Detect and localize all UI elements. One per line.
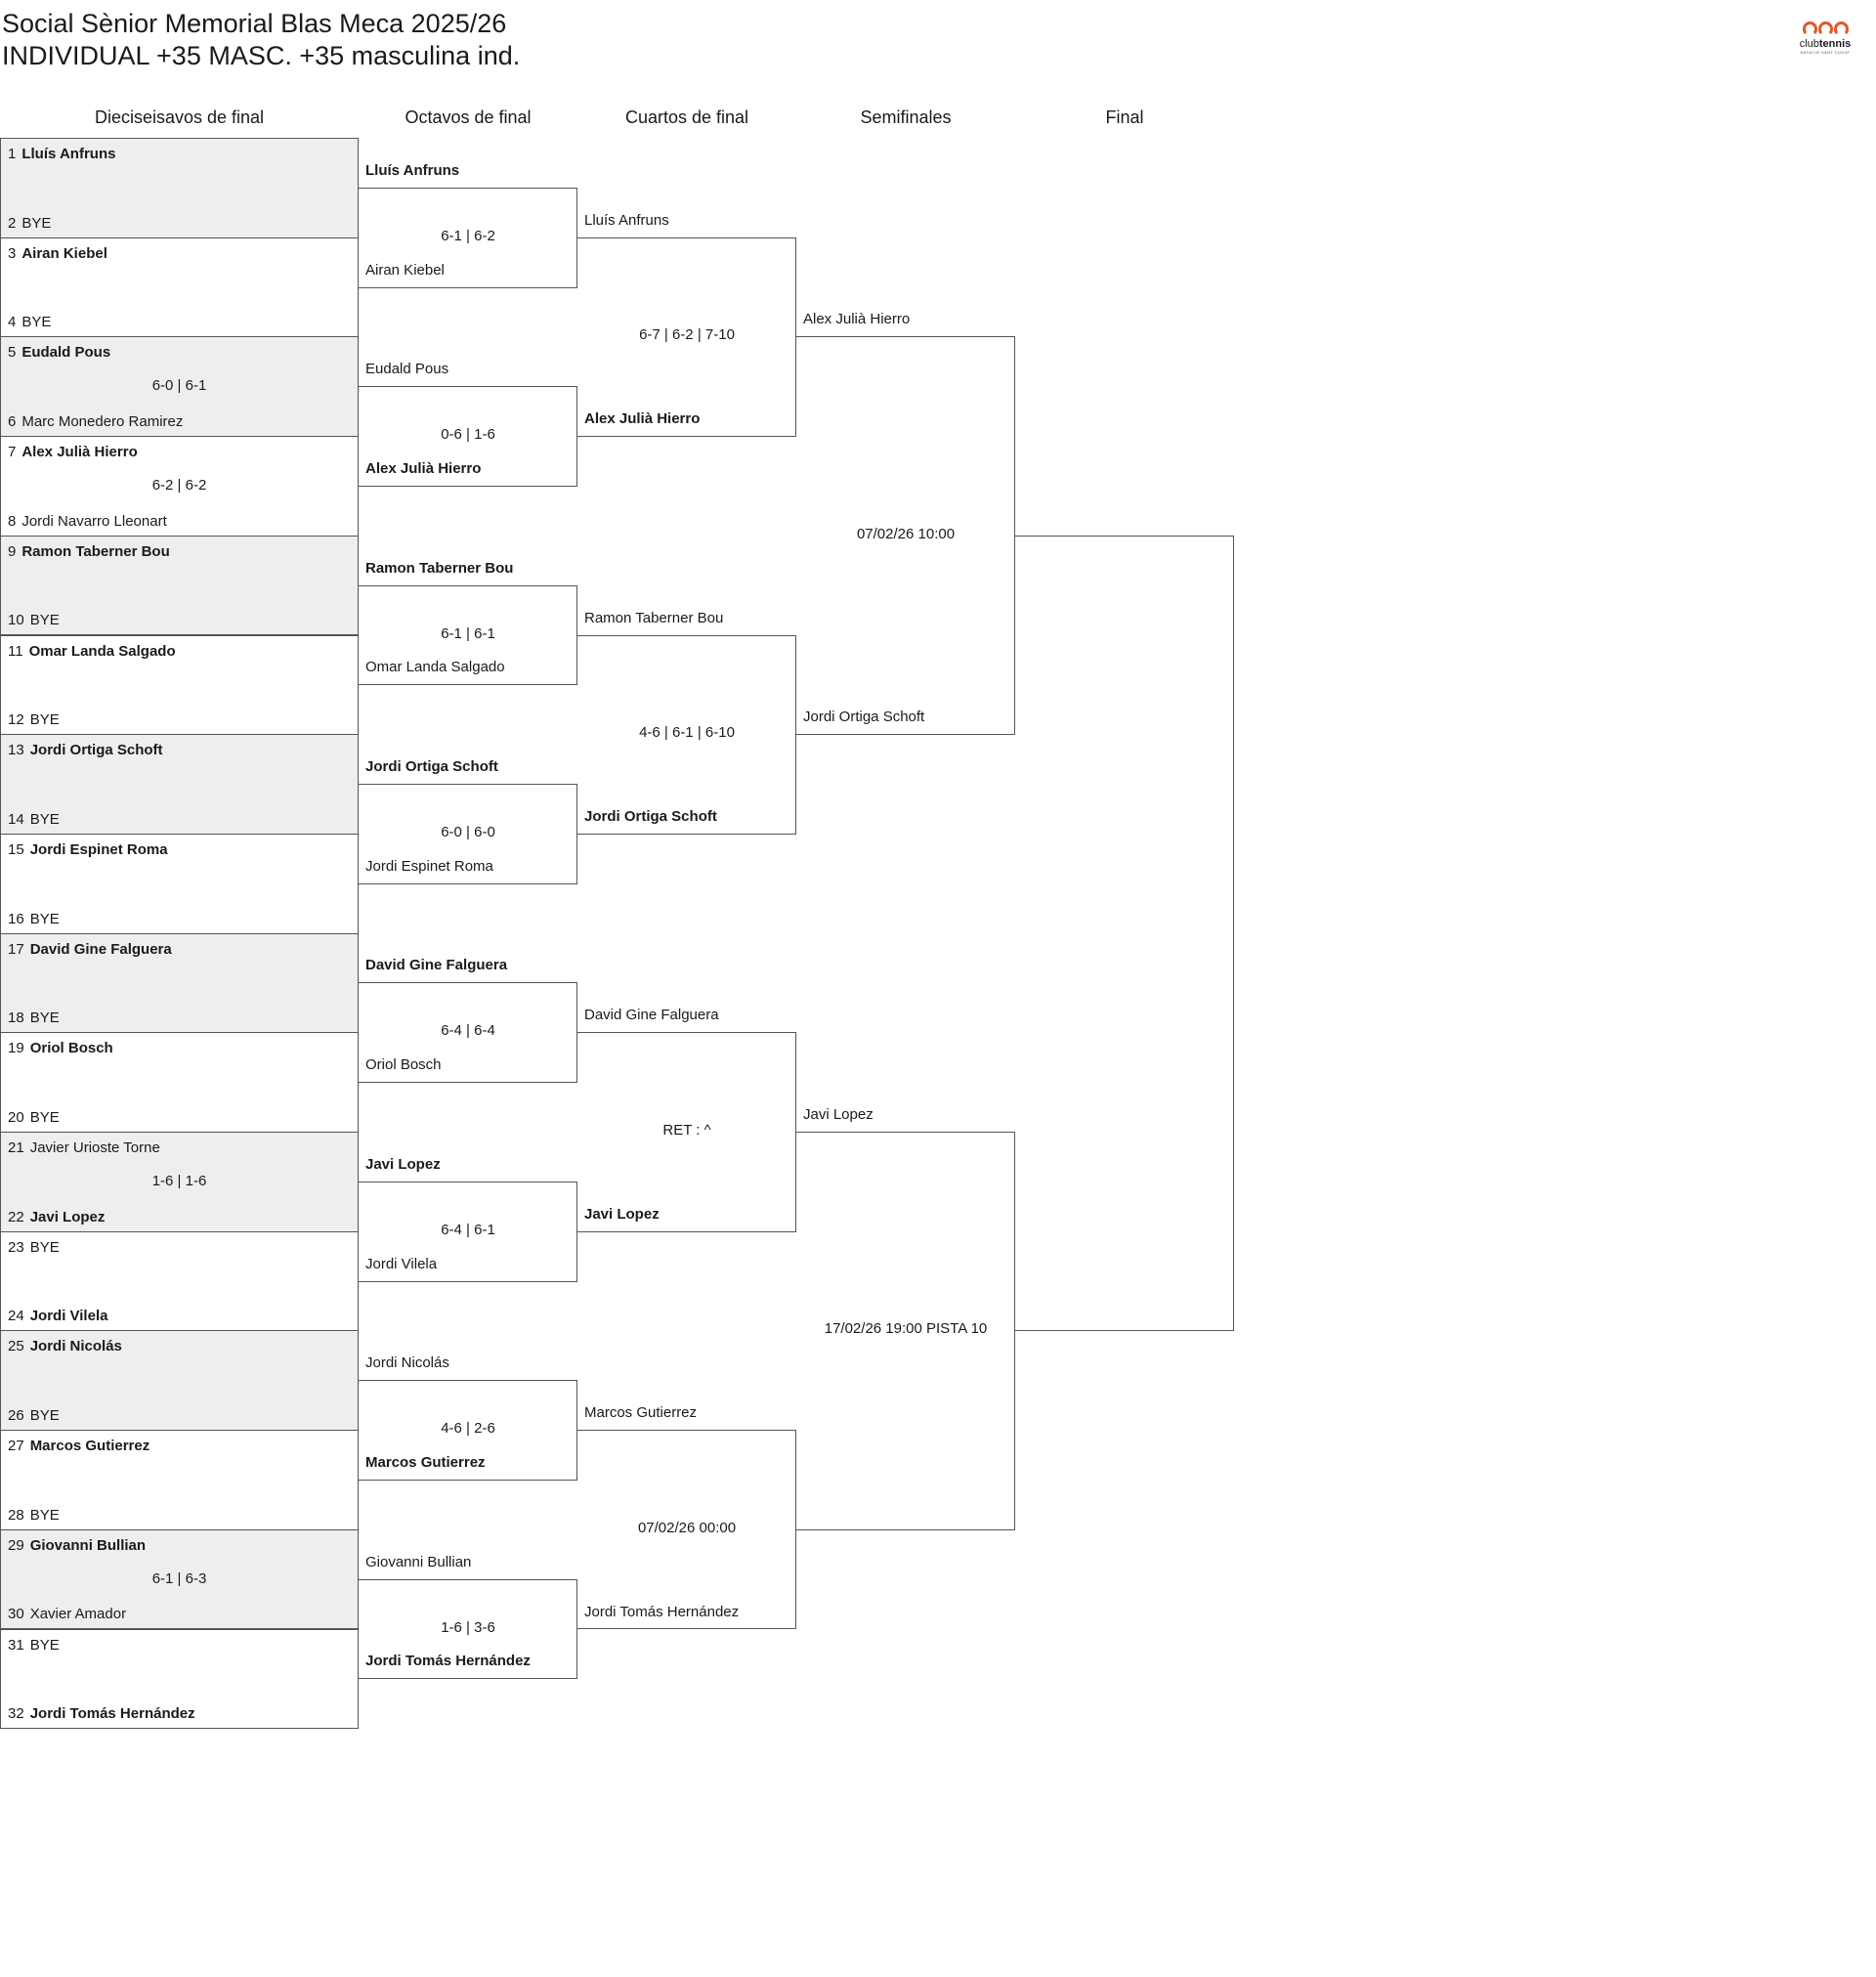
match-score: 6-0 | 6-1 xyxy=(151,377,207,395)
r1-player-bottom[interactable] xyxy=(8,811,60,829)
player-seed: 32 xyxy=(8,1705,24,1723)
player-seed: 11 xyxy=(8,642,23,660)
r2-player-top[interactable]: Jordi Ortiga Schoft xyxy=(365,758,498,776)
r1-match[interactable] xyxy=(0,1629,359,1730)
r2-player-bottom[interactable]: Omar Landa Salgado xyxy=(365,659,505,676)
player-seed: 1 xyxy=(8,146,17,162)
player-name[interactable]: Marcos Gutierrez xyxy=(29,1438,150,1455)
r3-player-top[interactable]: Lluís Anfruns xyxy=(584,211,669,229)
r1-match[interactable] xyxy=(0,933,359,1034)
r3-match-score: 4-6 | 6-1 | 6-10 xyxy=(639,724,735,742)
r1-player-top[interactable] xyxy=(8,643,176,661)
player-seed: 22 xyxy=(8,1208,24,1225)
player-name[interactable]: Lluís Anfruns xyxy=(21,146,116,162)
player-seed: 18 xyxy=(8,1010,24,1027)
r2-match-score: 6-4 | 6-1 xyxy=(441,1221,495,1238)
r2-match-score: 6-0 | 6-0 xyxy=(441,823,495,840)
r1-match[interactable] xyxy=(0,635,359,736)
r1-player-bottom[interactable] xyxy=(8,314,51,331)
round-header-r3: Cuartos de final xyxy=(624,107,749,127)
player-name[interactable]: BYE xyxy=(29,1636,60,1654)
r2-player-bottom[interactable]: Jordi Tomás Hernández xyxy=(365,1653,531,1670)
r2-match-score: 0-6 | 1-6 xyxy=(441,426,495,444)
round-header-r1: Dieciseisavos de final xyxy=(94,107,265,127)
r4-player-bottom[interactable]: Jordi Ortiga Schoft xyxy=(803,709,925,726)
player-seed: 30 xyxy=(8,1606,24,1623)
player-seed: 15 xyxy=(8,840,24,858)
r1-player-bottom[interactable] xyxy=(8,612,60,629)
r1-player-bottom[interactable] xyxy=(8,711,60,729)
player-name[interactable]: Jordi Navarro Lleonart xyxy=(21,512,167,530)
player-name[interactable]: Jordi Tomás Hernández xyxy=(29,1705,195,1723)
player-seed: 25 xyxy=(8,1338,24,1355)
r4-match-score: 17/02/26 19:00 PISTA 10 xyxy=(824,1320,988,1338)
player-name[interactable]: Giovanni Bullian xyxy=(29,1536,147,1554)
club-logo-subtitle: NATACIÓ SANT CUGAT xyxy=(1800,50,1851,55)
player-seed: 29 xyxy=(8,1536,24,1554)
r1-player-top[interactable] xyxy=(8,1537,146,1555)
r1-player-top[interactable] xyxy=(8,344,110,362)
r2-player-bottom[interactable]: Alex Julià Hierro xyxy=(365,459,482,477)
player-name[interactable]: Jordi Nicolás xyxy=(29,1338,122,1355)
r1-player-top[interactable] xyxy=(8,1040,113,1057)
player-seed: 6 xyxy=(8,413,17,431)
r1-match[interactable] xyxy=(0,1529,359,1630)
r2-player-bottom[interactable]: Jordi Vilela xyxy=(365,1255,438,1272)
player-name[interactable]: BYE xyxy=(29,1506,60,1524)
r1-match[interactable] xyxy=(0,138,359,238)
r2-match-score: 6-1 | 6-2 xyxy=(441,227,495,244)
match-score: 6-1 | 6-3 xyxy=(151,1569,207,1587)
r1-match[interactable] xyxy=(0,336,359,437)
r1-match[interactable] xyxy=(0,834,359,934)
player-seed: 8 xyxy=(8,512,17,530)
r1-match[interactable] xyxy=(0,536,359,636)
r1-player-bottom[interactable] xyxy=(8,413,183,431)
r2-player-top[interactable]: Ramon Taberner Bou xyxy=(365,559,514,577)
r2-match-score: 1-6 | 3-6 xyxy=(441,1618,495,1636)
player-seed: 9 xyxy=(8,542,17,560)
r3-player-bottom[interactable]: Javi Lopez xyxy=(584,1205,660,1223)
player-seed: 17 xyxy=(8,940,24,958)
player-name[interactable]: Omar Landa Salgado xyxy=(28,642,176,660)
r1-player-top[interactable] xyxy=(8,1637,60,1655)
r4-player-top[interactable]: Alex Julià Hierro xyxy=(803,311,911,328)
r2-player-top[interactable]: Lluís Anfruns xyxy=(365,161,460,179)
player-name[interactable]: Alex Julià Hierro xyxy=(21,444,138,461)
player-name[interactable]: Jordi Ortiga Schoft xyxy=(29,742,163,759)
r2-player-top[interactable]: Eudald Pous xyxy=(365,361,449,378)
r1-player-bottom[interactable] xyxy=(8,215,51,233)
r1-player-bottom[interactable] xyxy=(8,911,60,928)
r1-player-top[interactable] xyxy=(8,1239,60,1257)
final-connector xyxy=(1015,536,1234,1332)
player-seed: 2 xyxy=(8,214,17,232)
r1-player-top[interactable] xyxy=(8,146,115,163)
r1-match[interactable] xyxy=(0,1231,359,1332)
player-name[interactable]: Airan Kiebel xyxy=(21,244,107,262)
r1-player-top[interactable] xyxy=(8,742,163,759)
r1-player-top[interactable] xyxy=(8,941,172,959)
r3-match-score: 6-7 | 6-2 | 7-10 xyxy=(639,326,735,344)
r1-player-top[interactable] xyxy=(8,1338,122,1355)
r1-match[interactable] xyxy=(0,1430,359,1530)
player-name[interactable]: Javier Urioste Torne xyxy=(29,1139,160,1156)
player-seed: 19 xyxy=(8,1040,24,1057)
player-name[interactable]: Jordi Espinet Roma xyxy=(29,840,168,858)
round-header-r2: Octavos de final xyxy=(405,107,532,127)
tournament-title: Social Sènior Memorial Blas Meca 2025/26 xyxy=(2,9,507,38)
player-name[interactable]: Marc Monedero Ramirez xyxy=(21,413,184,431)
player-name[interactable]: Jordi Vilela xyxy=(29,1308,108,1325)
player-name[interactable]: BYE xyxy=(29,1407,60,1425)
r2-match-score: 6-1 | 6-1 xyxy=(441,624,495,642)
r2-match-score: 6-4 | 6-4 xyxy=(441,1022,495,1040)
player-seed: 7 xyxy=(8,444,17,461)
player-name[interactable]: BYE xyxy=(29,1238,60,1256)
r1-player-top[interactable] xyxy=(8,245,107,263)
r3-player-top[interactable]: Marcos Gutierrez xyxy=(584,1404,698,1422)
r1-match[interactable] xyxy=(0,1032,359,1133)
player-name[interactable]: Xavier Amador xyxy=(29,1606,127,1623)
player-name[interactable]: BYE xyxy=(21,314,52,331)
player-seed: 16 xyxy=(8,910,24,927)
player-seed: 14 xyxy=(8,810,24,828)
player-name[interactable]: David Gine Falguera xyxy=(29,940,172,958)
round-header-r4: Semifinales xyxy=(860,107,952,127)
player-seed: 5 xyxy=(8,344,17,362)
r1-player-top[interactable] xyxy=(8,543,170,561)
r1-match[interactable] xyxy=(0,237,359,338)
r1-player-bottom[interactable] xyxy=(8,1308,107,1325)
player-name[interactable]: Eudald Pous xyxy=(21,344,111,362)
r1-player-top[interactable] xyxy=(8,1438,149,1455)
r3-player-bottom[interactable]: Jordi Ortiga Schoft xyxy=(584,807,717,825)
r1-match[interactable] xyxy=(0,1132,359,1232)
r3-match-score: 07/02/26 00:00 xyxy=(637,1519,737,1536)
category-title: INDIVIDUAL +35 MASC. +35 masculina ind. xyxy=(2,41,521,70)
player-seed: 27 xyxy=(8,1438,24,1455)
player-name[interactable]: BYE xyxy=(21,214,52,232)
club-logo-wordmark: clubtennis xyxy=(1799,38,1852,50)
r3-player-top[interactable]: Ramon Taberner Bou xyxy=(584,609,724,626)
r3-match-score: RET : ^ xyxy=(662,1122,711,1139)
r2-match-score: 4-6 | 2-6 xyxy=(441,1420,495,1438)
player-name[interactable]: Ramon Taberner Bou xyxy=(21,542,170,560)
player-seed: 13 xyxy=(8,742,24,759)
round-header-final: Final xyxy=(1105,107,1144,127)
r1-player-bottom[interactable] xyxy=(8,1705,195,1723)
player-seed: 28 xyxy=(8,1506,24,1524)
player-seed: 3 xyxy=(8,244,17,262)
r1-player-bottom[interactable] xyxy=(8,1209,105,1226)
r2-player-top[interactable]: Javi Lopez xyxy=(365,1155,441,1173)
player-seed: 20 xyxy=(8,1108,24,1126)
r2-player-top[interactable]: Jordi Nicolás xyxy=(365,1354,449,1372)
player-name[interactable]: BYE xyxy=(29,1108,60,1126)
match-score: 1-6 | 1-6 xyxy=(151,1173,207,1189)
player-seed: 31 xyxy=(8,1636,24,1654)
player-seed: 23 xyxy=(8,1238,24,1256)
match-score: 6-2 | 6-2 xyxy=(151,477,207,494)
r1-match[interactable] xyxy=(0,1330,359,1431)
r2-player-bottom[interactable]: Oriol Bosch xyxy=(365,1056,442,1074)
player-name[interactable]: BYE xyxy=(29,910,60,927)
r1-match[interactable] xyxy=(0,734,359,835)
r1-match[interactable] xyxy=(0,436,359,537)
player-seed: 12 xyxy=(8,711,24,729)
player-seed: 21 xyxy=(8,1139,24,1156)
r3-player-top[interactable]: David Gine Falguera xyxy=(584,1007,719,1024)
player-name[interactable]: BYE xyxy=(29,810,60,828)
r1-player-top[interactable] xyxy=(8,444,138,461)
player-name[interactable]: Javi Lopez xyxy=(29,1208,106,1225)
player-name[interactable]: BYE xyxy=(29,1010,60,1027)
player-seed: 24 xyxy=(8,1308,24,1325)
r1-player-bottom[interactable] xyxy=(8,1010,60,1027)
player-name[interactable]: BYE xyxy=(29,612,60,629)
r1-player-bottom[interactable] xyxy=(8,1407,60,1425)
r1-player-bottom[interactable] xyxy=(8,1606,126,1623)
r2-player-bottom[interactable]: Airan Kiebel xyxy=(365,261,445,279)
r4-player-top[interactable]: Javi Lopez xyxy=(803,1106,874,1123)
r1-player-top[interactable] xyxy=(8,841,168,859)
player-name[interactable]: Oriol Bosch xyxy=(29,1040,113,1057)
r2-player-bottom[interactable]: Jordi Espinet Roma xyxy=(365,857,493,875)
r2-player-top[interactable]: Giovanni Bullian xyxy=(365,1553,472,1570)
player-seed: 4 xyxy=(8,314,17,331)
r4-match-score: 07/02/26 10:00 xyxy=(856,525,956,542)
club-logo xyxy=(1794,21,1856,61)
r1-player-bottom[interactable] xyxy=(8,1109,60,1127)
player-seed: 26 xyxy=(8,1407,24,1425)
player-seed: 10 xyxy=(8,612,24,629)
r1-player-bottom[interactable] xyxy=(8,1507,60,1525)
club-logo-mark-icon xyxy=(1794,21,1856,37)
r1-player-bottom[interactable] xyxy=(8,513,167,531)
r2-player-top[interactable]: David Gine Falguera xyxy=(365,957,508,974)
r3-player-bottom[interactable]: Alex Julià Hierro xyxy=(584,410,701,428)
r2-player-bottom[interactable]: Marcos Gutierrez xyxy=(365,1453,486,1471)
player-name[interactable]: BYE xyxy=(29,711,60,729)
r3-player-bottom[interactable]: Jordi Tomás Hernández xyxy=(584,1603,740,1620)
r1-player-top[interactable] xyxy=(8,1139,160,1157)
